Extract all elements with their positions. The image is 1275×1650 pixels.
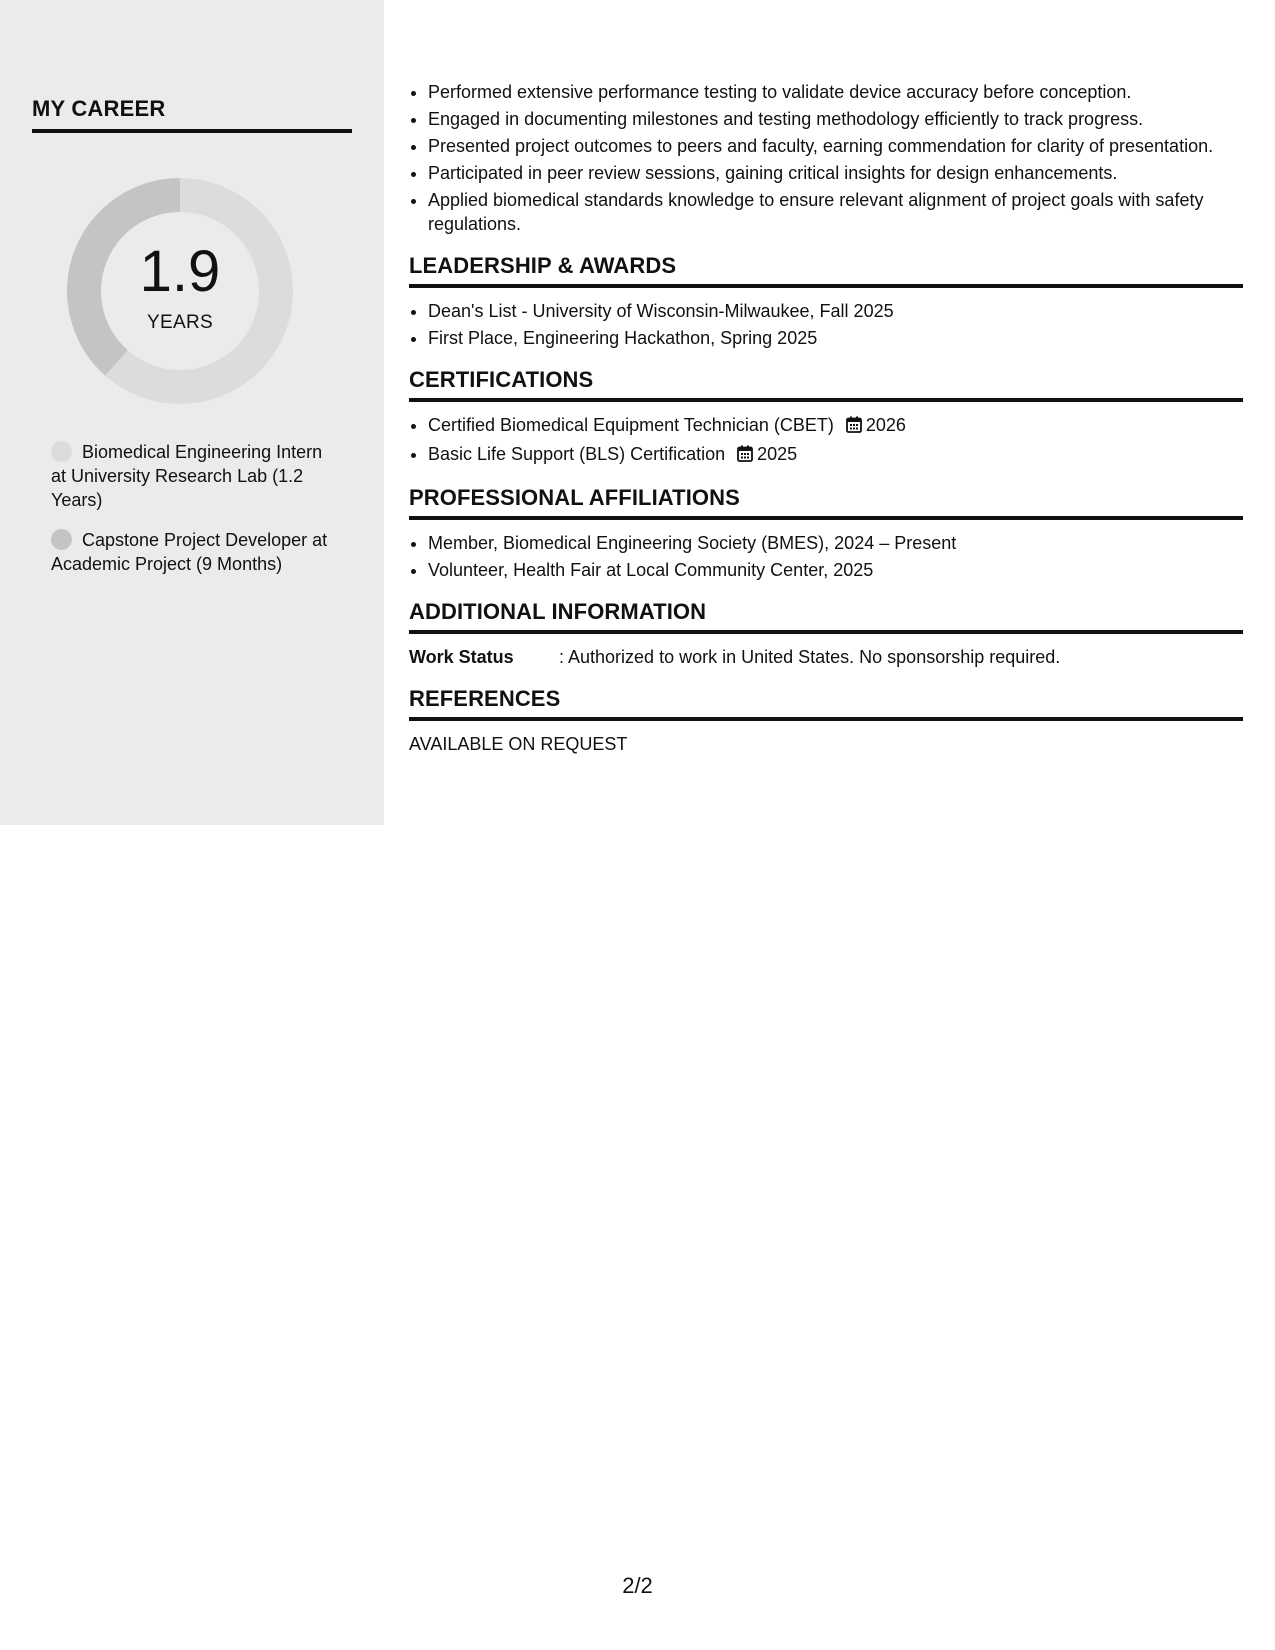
affiliation-item: • Volunteer, Health Fair at Local Community Center, 2025 <box>428 558 1243 582</box>
experience-bullet: • Presented project outcomes to peers and faculty, earning commendation for clarity of presentation. <box>428 134 1243 158</box>
legend-dot <box>51 441 72 462</box>
section-rule <box>409 717 1243 721</box>
section-rule <box>409 630 1243 634</box>
calendar-icon <box>846 415 862 439</box>
certification-name: Basic Life Support (BLS) Certification <box>428 444 726 464</box>
career-heading-rule <box>32 129 352 133</box>
references-text: AVAILABLE ON REQUEST <box>409 734 628 754</box>
work-status-label: Work Status <box>409 647 514 667</box>
certification-item <box>428 442 1243 468</box>
work-status-row <box>409 645 1243 669</box>
experience-bullet: • Applied biomedical standards knowledge to ensure relevant alignment of project goals with safety regulations. <box>428 188 1243 236</box>
affiliation-item: • Member, Biomedical Engineering Society (BMES), 2024 – Present <box>428 531 1243 555</box>
career-item <box>51 528 341 576</box>
section-rule <box>409 284 1243 288</box>
main-content <box>409 80 1243 756</box>
leadership-item: • First Place, Engineering Hackathon, Spring 2025 <box>428 326 1243 350</box>
leadership-item: • Dean's List - University of Wisconsin-Milwaukee, Fall 2025 <box>428 299 1243 323</box>
certifications-heading: CERTIFICATIONS <box>409 367 594 392</box>
experience-bullets <box>409 80 1243 236</box>
certification-year: 2025 <box>757 444 798 464</box>
affiliations-list <box>409 531 1243 582</box>
affiliations-heading: PROFESSIONAL AFFILIATIONS <box>409 485 740 510</box>
certification-name: Certified Biomedical Equipment Technician (CBET) <box>428 415 834 435</box>
career-item-label: Capstone Project Developer at Academic Project (9 Months) <box>51 530 328 574</box>
career-heading: MY CAREER <box>32 96 166 121</box>
certification-item <box>428 413 1243 439</box>
career-item <box>51 440 341 512</box>
career-total-unit: YEARS <box>147 312 213 333</box>
references-heading: REFERENCES <box>409 686 561 711</box>
experience-bullet: • Participated in peer review sessions, gaining critical insights for design enhancements. <box>428 161 1243 185</box>
additional-info-heading: ADDITIONAL INFORMATION <box>409 599 707 624</box>
experience-bullet: • Performed extensive performance testing to validate device accuracy before conception. <box>428 80 1243 104</box>
legend-dot <box>51 529 72 550</box>
work-status-value: : Authorized to work in United States. No sponsorship required. <box>559 647 1061 667</box>
certifications-list <box>409 413 1243 468</box>
career-item-label: Biomedical Engineering Intern at University Research Lab (1.2 Years) <box>51 442 323 510</box>
section-rule <box>409 516 1243 520</box>
career-list <box>51 440 341 592</box>
career-total-value: 1.9 <box>139 239 221 304</box>
page-number: 2/2 <box>622 1573 653 1598</box>
leadership-list <box>409 299 1243 350</box>
section-rule <box>409 398 1243 402</box>
calendar-icon <box>737 444 753 468</box>
experience-bullet: • Engaged in documenting milestones and testing methodology efficiently to track progress. <box>428 107 1243 131</box>
career-sidebar <box>0 0 384 825</box>
certification-year: 2026 <box>865 415 906 435</box>
leadership-heading: LEADERSHIP & AWARDS <box>409 253 677 278</box>
